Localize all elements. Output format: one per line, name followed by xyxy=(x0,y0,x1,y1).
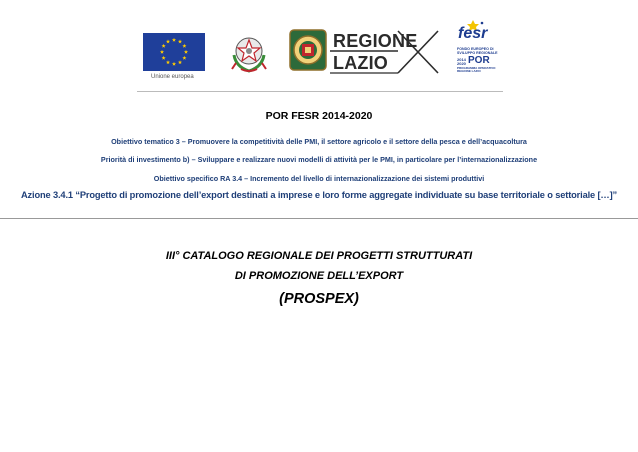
repubblica-emblem-icon xyxy=(226,29,272,80)
eu-star-icon xyxy=(178,39,182,43)
document-header xyxy=(0,109,638,123)
catalog-title-block xyxy=(0,246,638,310)
obiettivo-tematico-row xyxy=(0,137,638,147)
page-title: POR FESR 2014-2020 xyxy=(265,110,373,122)
eu-star-icon xyxy=(172,62,176,66)
eu-star-icon xyxy=(160,50,164,54)
fesr-wordmark: fesr xyxy=(458,25,488,42)
eu-star-icon xyxy=(162,56,166,60)
fesr-por: POR xyxy=(468,55,490,66)
section-divider xyxy=(0,218,638,219)
eu-star-icon xyxy=(182,44,186,48)
fesr-regione: REGIONE LAZIO xyxy=(457,69,481,74)
obiettivo-specifico-row xyxy=(0,174,638,184)
fesr-subtitle-line2: SVILUPPO REGIONALE xyxy=(457,51,498,56)
lazio-word: LAZIO xyxy=(333,53,388,73)
eu-star-icon xyxy=(178,60,182,64)
azione-line: Azione 3.4.1 “Progetto di promozione dell’export destinati a imprese e loro forme aggregate individuate su base territoriale o settoriale […]” xyxy=(20,190,618,200)
logo-divider xyxy=(137,91,503,92)
lazio-seal-icon xyxy=(289,29,327,76)
fesr-programma: PROGRAMMA OPERATIVO xyxy=(457,65,496,70)
fesr-year-start: 2014 xyxy=(457,57,466,62)
fesr-year-end: 2020 xyxy=(457,61,466,67)
eu-star-icon xyxy=(172,38,176,42)
logo-bar xyxy=(0,0,638,92)
eu-star-icon xyxy=(184,50,188,54)
catalog-title-line1: III° CATALOGO REGIONALE DEI PROGETTI STRUTTURATI xyxy=(165,250,473,262)
catalog-title-line2: DI PROMOZIONE DELL’EXPORT xyxy=(234,270,404,282)
fesr-subtitle-line1: FONDO EUROPEO DI xyxy=(457,47,494,51)
obiettivo-specifico: Obiettivo specifico RA 3.4 – Incremento del livello di internazionalizzazione dei sistemi produttivi xyxy=(153,174,485,183)
eu-star-icon xyxy=(166,39,170,43)
priorita-row xyxy=(0,155,638,165)
eu-label: Unione europea xyxy=(151,74,194,80)
obiettivo-tematico: Obiettivo tematico 3 – Promuovere la competitività delle PMI, il settore agricolo e il settore della pesca e dell’acquacoltura xyxy=(111,137,527,146)
eu-star-icon xyxy=(166,60,170,64)
regione-word: REGIONE xyxy=(333,31,418,51)
eu-star-icon xyxy=(162,44,166,48)
catalog-acronym: (PROSPEX) xyxy=(279,291,359,307)
eu-star-icon xyxy=(182,56,186,60)
priorita-investimento: Priorità di investimento b) – Sviluppare e realizzare nuovi modelli di attività per le PMI, in particolare per l’internazionalizzazione xyxy=(100,155,538,164)
eu-flag-icon xyxy=(143,33,205,71)
regione-lazio-wordmark xyxy=(333,32,417,73)
